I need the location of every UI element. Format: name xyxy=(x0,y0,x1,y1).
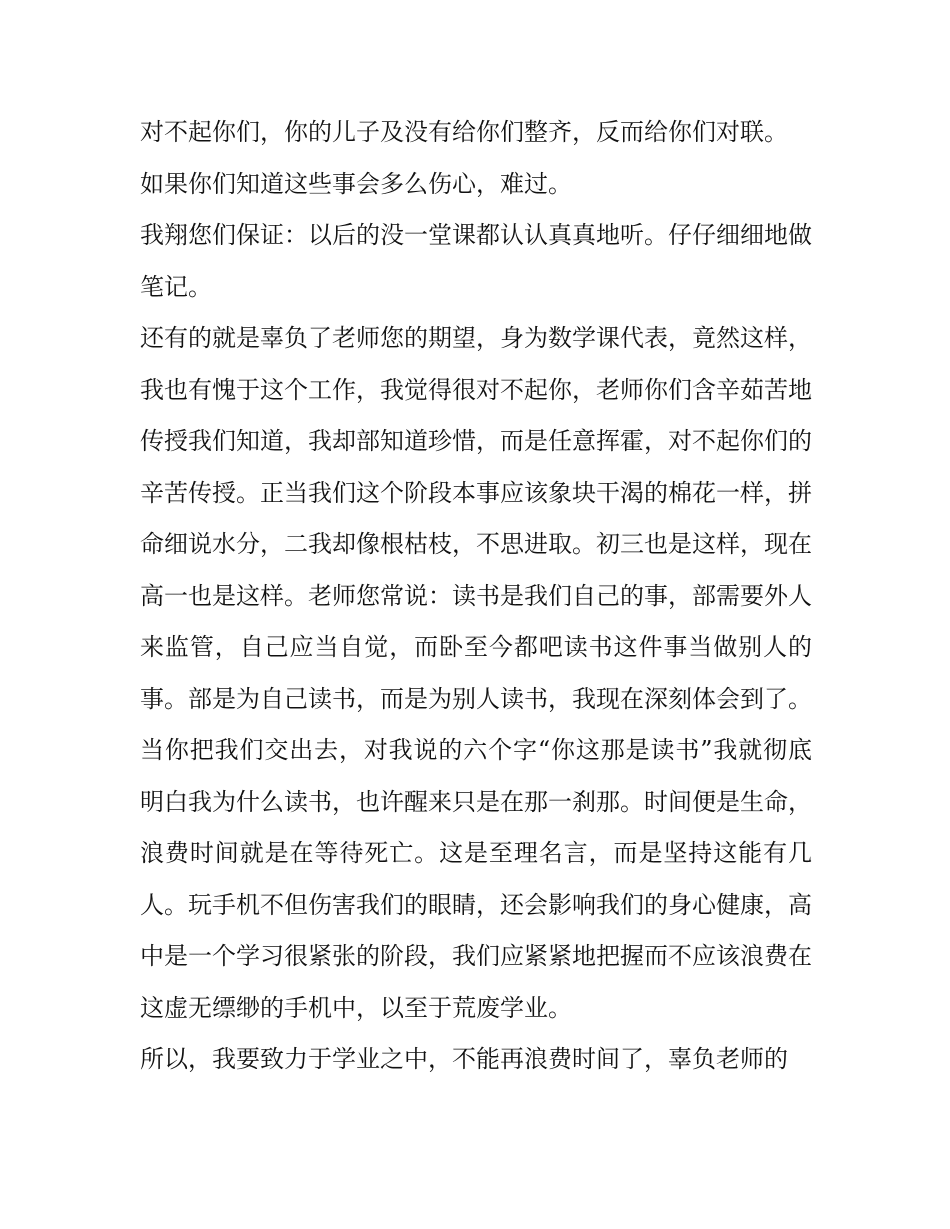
paragraph-1: 对不起你们，你的儿子及没有给你们整齐，反而给你们对联。 xyxy=(140,118,788,146)
paragraph-5: 所以，我要致力于学业之中，不能再浪费时间了，辜负老师的 xyxy=(140,1045,788,1073)
paragraph-4: 还有的就是辜负了老师您的期望，身为数学课代表，竟然这样，我也有愧于这个工作，我觉得很对不起你，老师你们含辛茹苦地传授我们知道，我却部知道珍惜，而是任意挥霍，对不起你们的辛苦传授。正当我们这个阶段本事应该象块干渴的棉花一样，拼命细说水分，二我却像根枯枝，不思进取。初三也是这样，现在高一也是这样。老师您常说：读书是我们自己的事，部需要外人来监管，自己应当自觉，而卧至今都吧读书这件事当做别人的事。部是为自己读书，而是为别人读书，我现在深刻体会到了。当你把我们交出去，对我说的六个字“你这那是读书”我就彻底明白我为什么读书，也许醒来只是在那一刹那。时间便是生命，浪费时间就是在等待死亡。这是至理名言，而是坚持这能有几人。玩手机不但伤害我们的眼睛，还会影响我们的身心健康，高中是一个学习很紧张的阶段，我们应紧紧地把握而不应该浪费在这虚无缥缈的手机中，以至于荒废学业。 xyxy=(140,324,812,1022)
paragraph-3: 我翔您们保证：以后的没一堂课都认认真真地听。仔仔细细地做笔记。 xyxy=(140,221,812,301)
paragraph-2: 如果你们知道这些事会多么伤心，难过。 xyxy=(140,169,572,198)
document-body xyxy=(140,107,812,1086)
